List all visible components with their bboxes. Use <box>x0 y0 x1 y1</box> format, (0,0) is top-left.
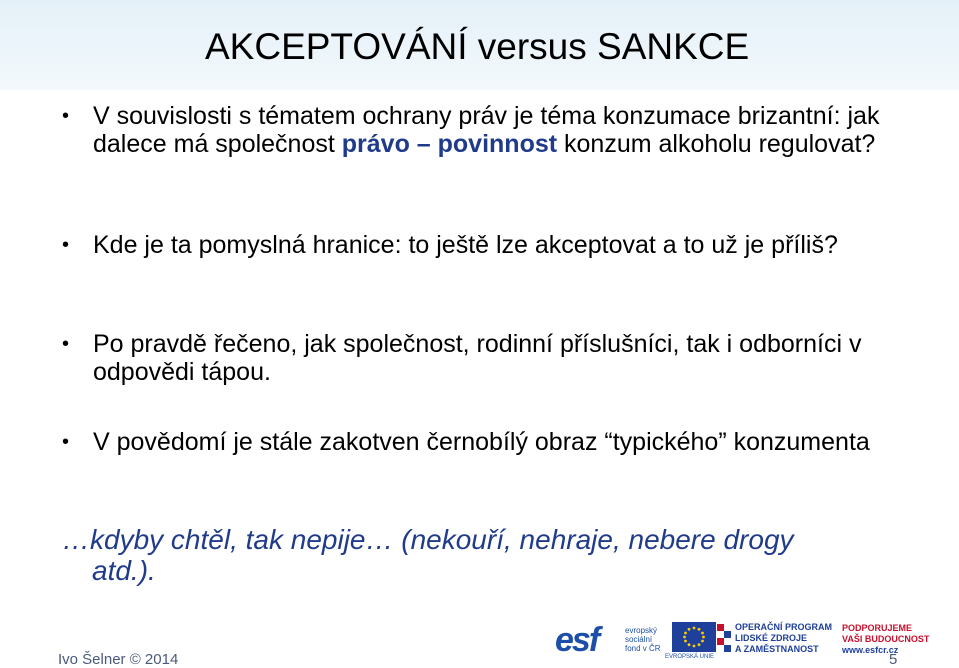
op-line-3: A ZAMĚSTNANOST <box>735 644 819 654</box>
esf-logo <box>555 620 625 660</box>
bullet-item-4 <box>62 428 892 456</box>
bullet-text-1-bold: právo – povinnost <box>341 130 558 158</box>
support-text <box>842 623 929 656</box>
quote-line-1: …kdyby chtěl, tak nepije… (nekouří, nehraje, nebere drogy <box>62 524 794 555</box>
support-line-1: PODPORUJEME <box>842 623 913 633</box>
bullet-item-1 <box>62 102 892 158</box>
support-url: www.esfcr.cz <box>842 645 899 655</box>
bullet-text-3: Po pravdě řečeno, jak společnost, rodinní příslušníci, tak i odborníci v odpovědi tápou. <box>93 330 862 386</box>
page-number: 5 <box>889 651 898 668</box>
bullet-item-2 <box>62 231 892 259</box>
bullet-dot: • <box>62 105 70 127</box>
op-program-text <box>735 622 832 655</box>
bullet-item-3 <box>62 330 892 386</box>
logo-strip <box>555 620 955 664</box>
bullet-dot: • <box>62 333 70 355</box>
op-line-1: OPERAČNÍ PROGRAM <box>735 622 833 632</box>
op-program-icon <box>715 622 733 658</box>
bullet-dot: • <box>62 234 70 256</box>
slide-title: AKCEPTOVÁNÍ versus SANKCE <box>205 26 750 67</box>
bullet-text-1 <box>93 102 892 158</box>
esf-logo-subtitle: evropský sociální fond v ČR <box>625 626 661 653</box>
op-line-2: LIDSKÉ ZDROJE <box>735 633 808 643</box>
footer-author: Ivo Šelner © 2014 <box>58 651 179 668</box>
bullet-text-2: Kde je ta pomyslná hranice: to ještě lze akceptovat a to už je příliš? <box>93 231 838 259</box>
bullet-text-4: V povědomí je stále zakotven černobílý obraz “typického” konzumenta <box>93 428 870 456</box>
eu-flag-icon <box>672 622 716 652</box>
bullet-dot: • <box>62 431 70 453</box>
support-line-2: VAŠI BUDOUCNOST <box>842 634 930 644</box>
esf-logo-word: esf <box>555 621 599 659</box>
bullet-text-1-pre: V souvislosti s tématem ochrany práv je téma konzumace brizantní: jak dalece má společnost <box>93 102 880 158</box>
quote-line-2: atd.). <box>92 555 156 586</box>
eu-label: EVROPSKÁ UNIE <box>665 654 715 660</box>
bullet-text-1-post: konzum alkoholu regulovat? <box>557 130 876 158</box>
quote-text <box>62 524 912 586</box>
